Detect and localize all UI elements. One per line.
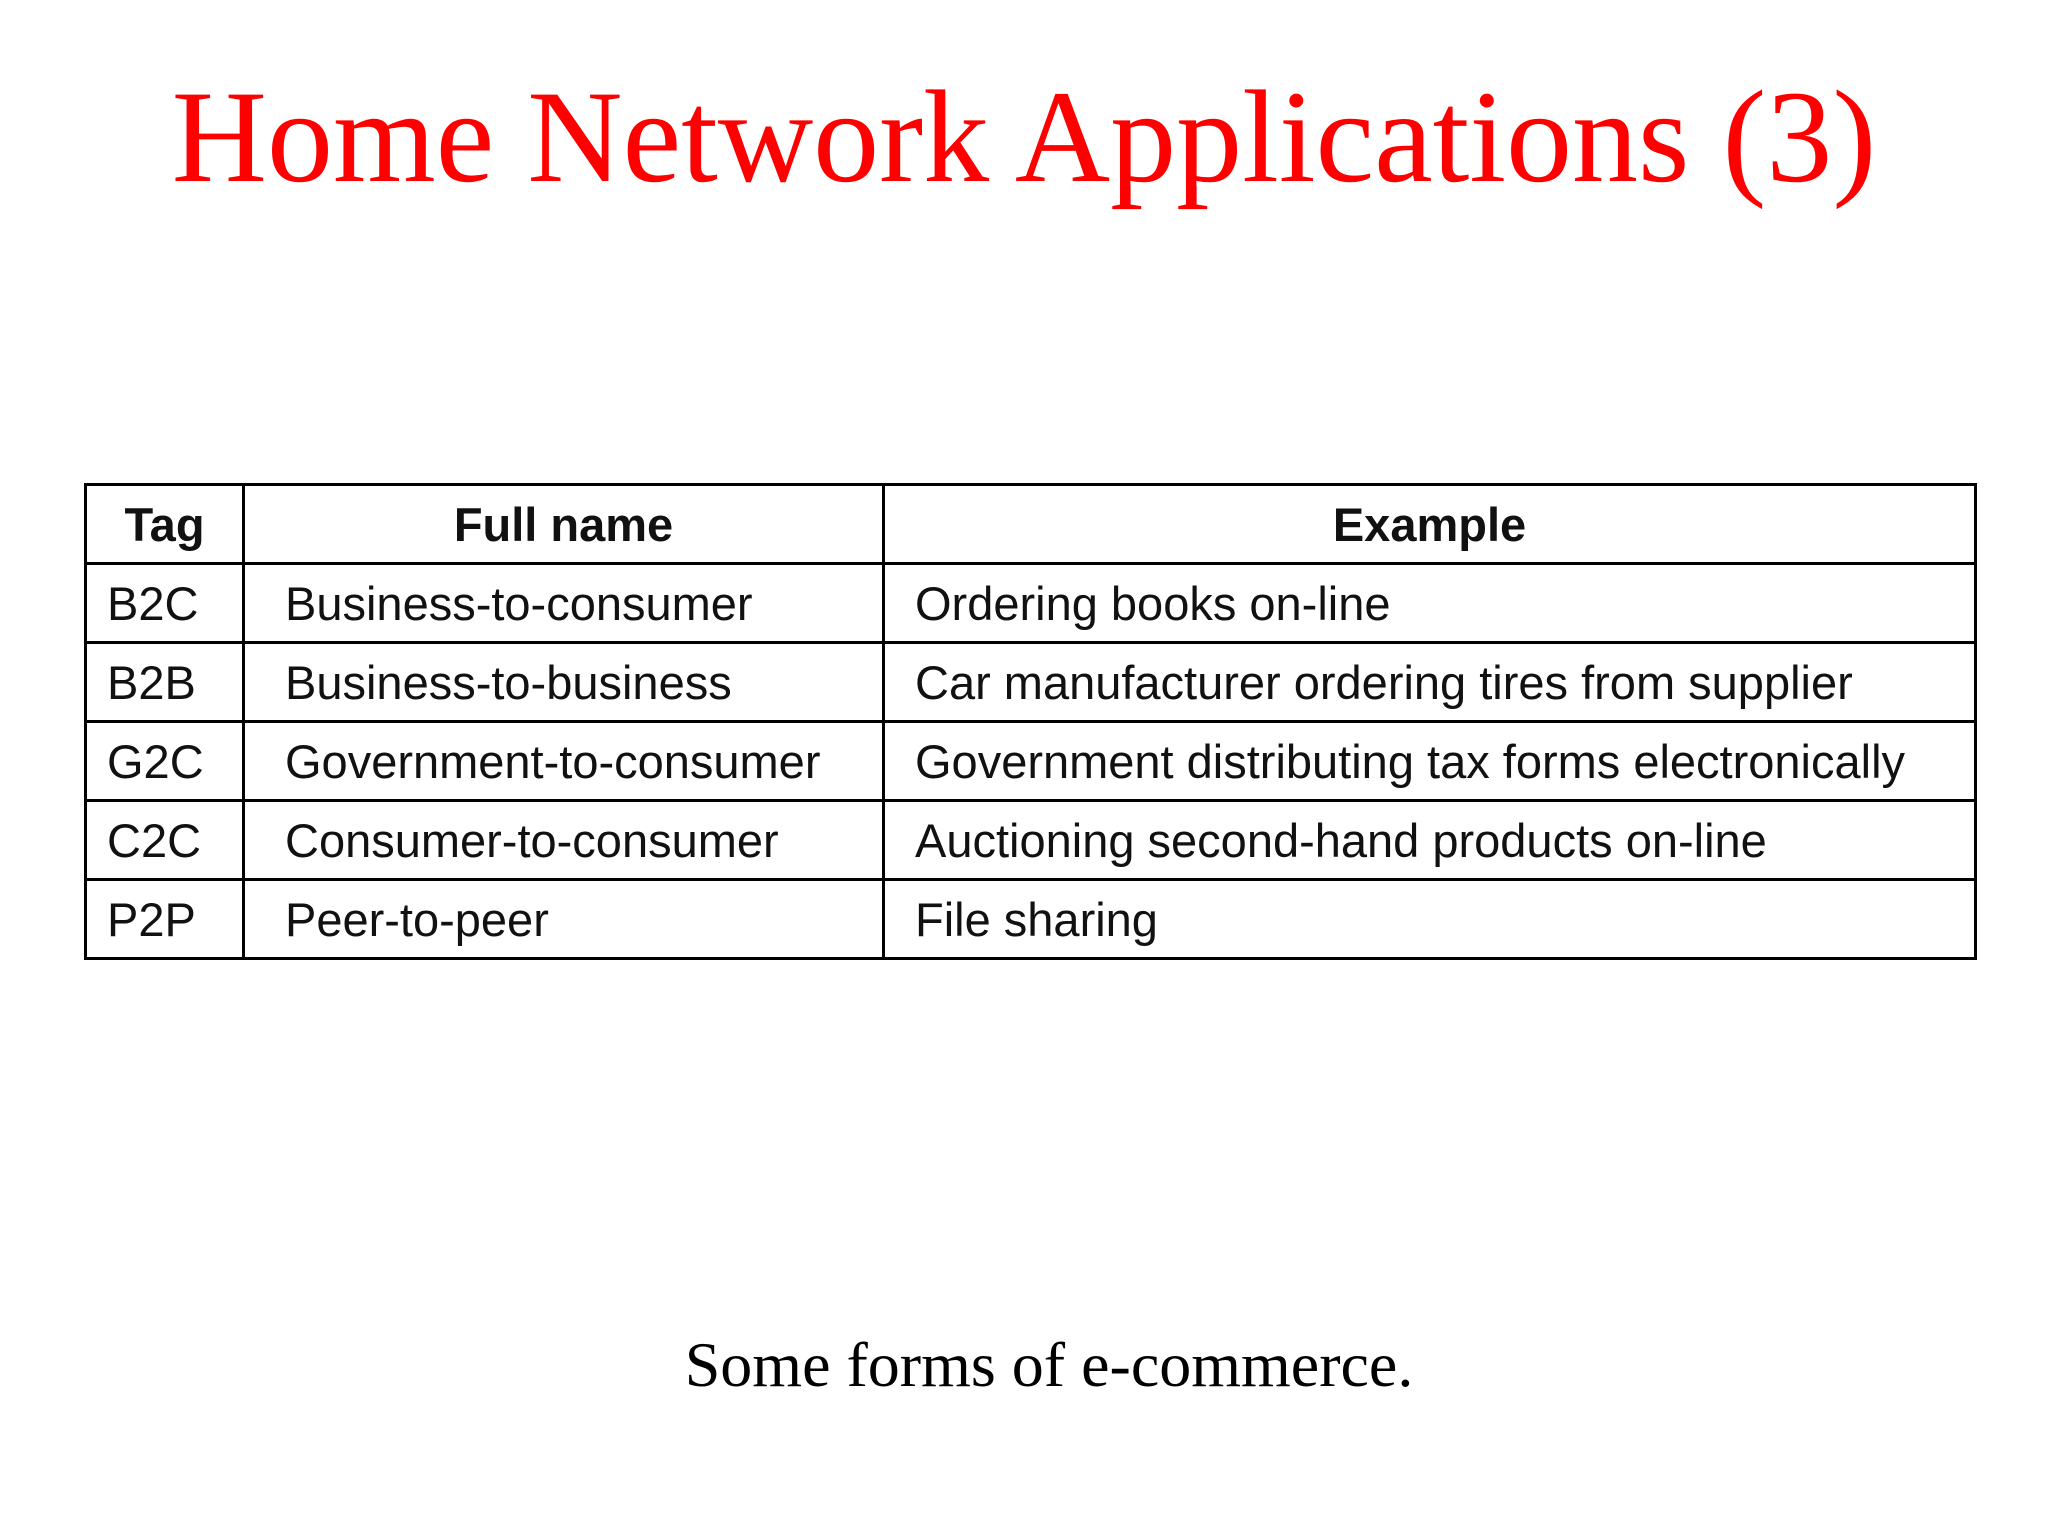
slide-title: Home Network Applications (3) [171, 63, 1877, 210]
ecommerce-forms-table [84, 483, 1977, 960]
table-row [86, 722, 1976, 801]
table-row [86, 801, 1976, 880]
header-full-name: Full name [244, 485, 884, 564]
cell-tag: B2B [86, 643, 244, 722]
cell-example: Auctioning second-hand products on-line [884, 801, 1976, 880]
cell-tag: G2C [86, 722, 244, 801]
cell-full-name: Business-to-consumer [244, 564, 884, 643]
header-tag: Tag [86, 485, 244, 564]
table-row [86, 643, 1976, 722]
cell-example: Ordering books on-line [884, 564, 1976, 643]
table-header-row [86, 485, 1976, 564]
header-example: Example [884, 485, 1976, 564]
cell-example: Government distributing tax forms electronically [884, 722, 1976, 801]
table-row [86, 880, 1976, 959]
cell-tag: C2C [86, 801, 244, 880]
cell-tag: P2P [86, 880, 244, 959]
ecommerce-table-container [84, 483, 1977, 960]
table-row [86, 564, 1976, 643]
cell-full-name: Consumer-to-consumer [244, 801, 884, 880]
slide-caption: Some forms of e-commerce. [684, 1329, 1414, 1400]
cell-tag: B2C [86, 564, 244, 643]
cell-full-name: Business-to-business [244, 643, 884, 722]
cell-example: Car manufacturer ordering tires from supplier [884, 643, 1976, 722]
cell-full-name: Peer-to-peer [244, 880, 884, 959]
cell-example: File sharing [884, 880, 1976, 959]
cell-full-name: Government-to-consumer [244, 722, 884, 801]
